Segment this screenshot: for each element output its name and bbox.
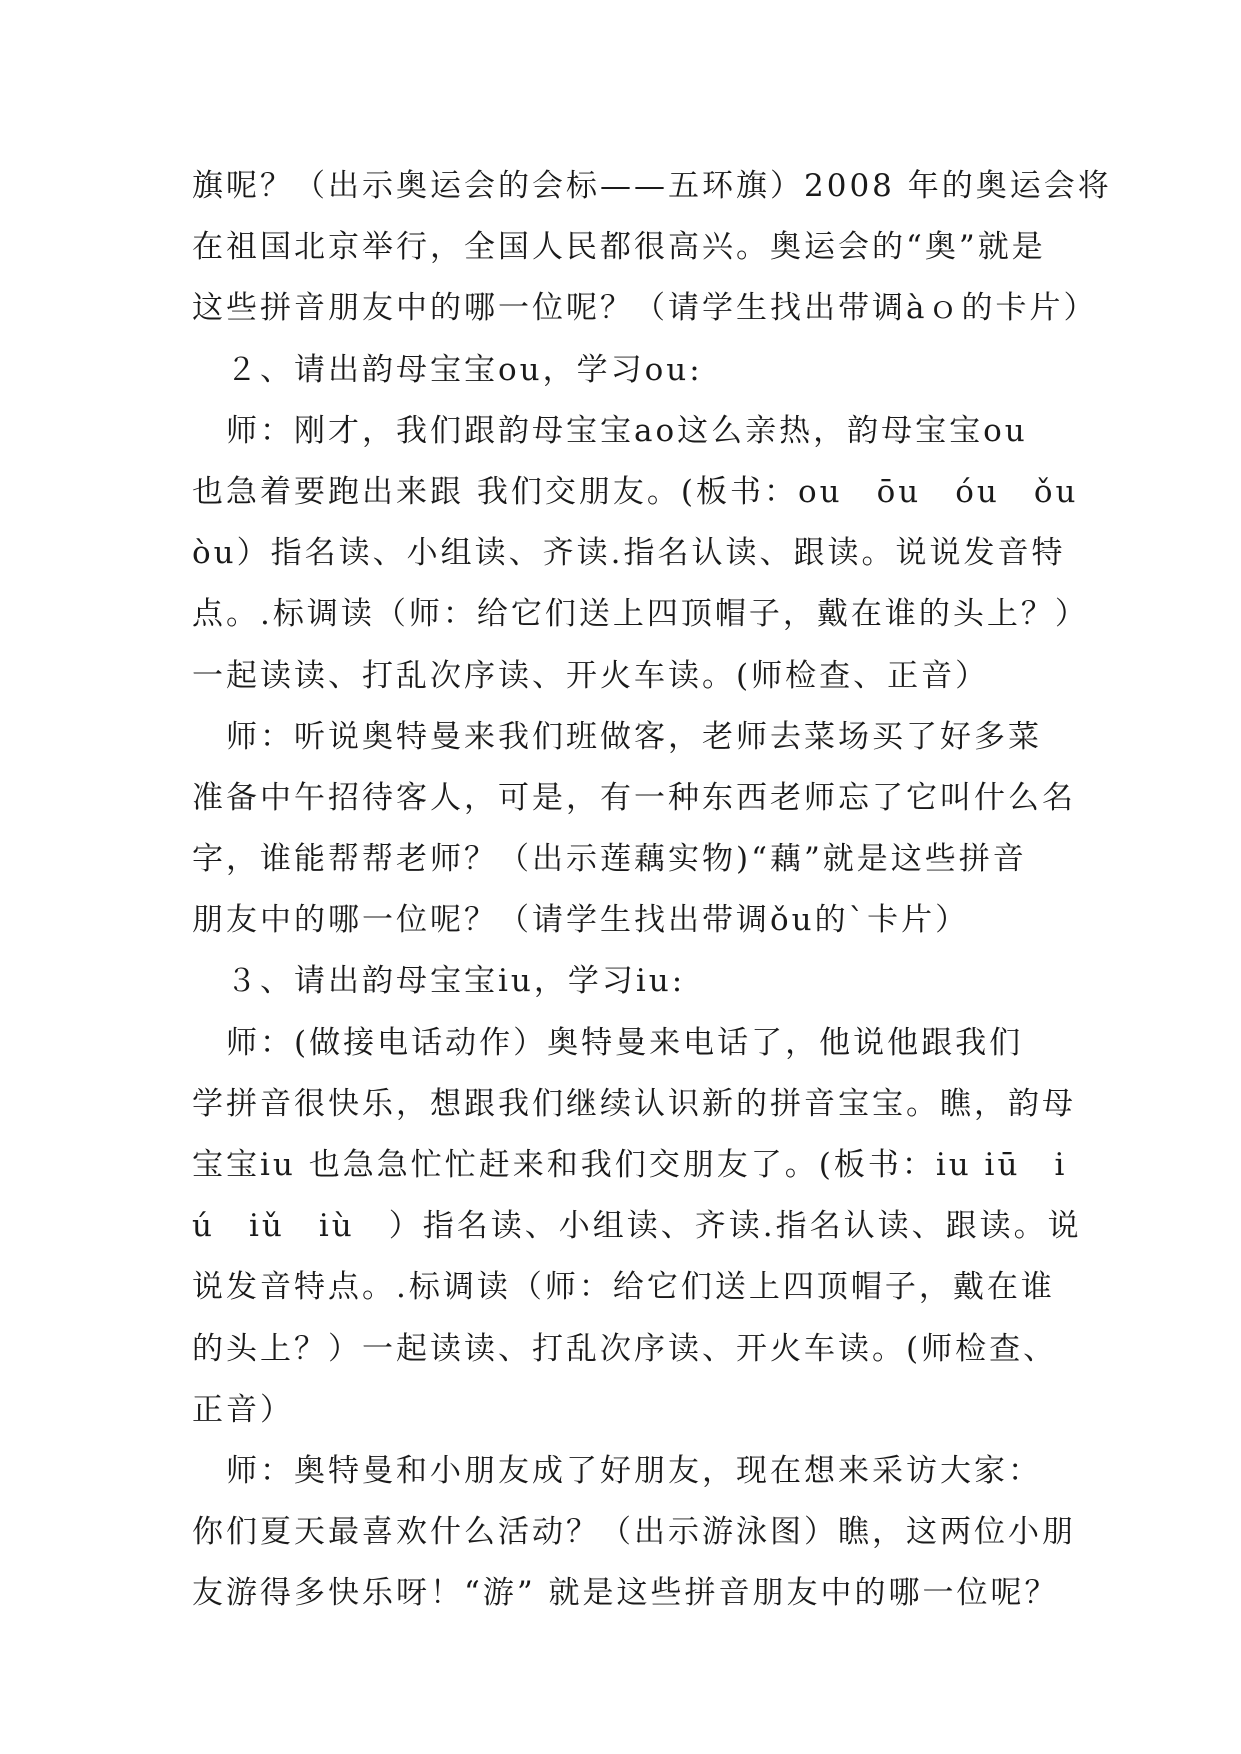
text-line: 正音） (192, 1391, 294, 1428)
section-heading-iu: ３、请出韵母宝宝iu，学习iu: (192, 963, 686, 1000)
text-line: 师：刚才，我们跟韵母宝宝ao这么亲热，韵母宝宝ou (192, 412, 1028, 449)
text-line: 准备中午招待客人，可是，有一种东西老师忘了它叫什么名 (192, 779, 1076, 816)
body-text (192, 156, 1112, 1625)
text-line: 一起读读、打乱次序读、开火车读。(师检查、正音） (192, 657, 990, 694)
text-line: 在祖国北京举行，全国人民都很高兴。奥运会的“奥”就是 (192, 229, 1046, 266)
text-line: 宝宝iu 也急急忙忙赶来和我们交朋友了。(板书：iu iū i (192, 1147, 1068, 1183)
text-line: 旗呢？（出示奥运会的会标——五环旗）2008 年的奥运会将 (192, 168, 1112, 204)
text-line: 师：奥特曼和小朋友成了好朋友，现在想来采访大家： (192, 1452, 1042, 1489)
text-line: 师：(做接电话动作）奥特曼来电话了，他说他跟我们 (192, 1024, 1024, 1061)
text-line: 这些拼音朋友中的哪一位呢？（请学生找出带调àｏ的卡片） (192, 290, 1098, 327)
text-line: ú iǔ iù ）指名读、小组读、齐读.指名认读、跟读。说 (192, 1208, 1082, 1245)
text-line: 学拼音很快乐，想跟我们继续认识新的拼音宝宝。瞧，韵母 (192, 1085, 1076, 1122)
text-line: 朋友中的哪一位呢？（请学生找出带调ǒu的`卡片） (192, 902, 970, 939)
text-line: 字，谁能帮帮老师？（出示莲藕实物)“藕”就是这些拼音 (192, 841, 1027, 878)
text-line: 点。.标调读（师：给它们送上四顶帽子，戴在谁的头上？） (192, 596, 1089, 633)
text-line: 说发音特点。.标调读（师：给它们送上四顶帽子，戴在谁 (192, 1269, 1055, 1306)
section-heading-ou: ２、请出韵母宝宝ou，学习ou: (192, 351, 703, 388)
text-line: 你们夏天最喜欢什么活动？（出示游泳图）瞧，这两位小朋 (192, 1514, 1076, 1551)
text-line: 师：听说奥特曼来我们班做客，老师去菜场买了好多菜 (192, 718, 1042, 755)
text-line: 也急着要跑出来跟 我们交朋友。(板书：ou ōu óu ǒu (192, 473, 1079, 510)
text-line: òu）指名读、小组读、齐读.指名认读、跟读。说说发音特 (192, 535, 1066, 572)
text-line: 的头上？）一起读读、打乱次序读、开火车读。(师检查、 (192, 1330, 1058, 1367)
text-line: 友游得多快乐呀！“游” 就是这些拼音朋友中的哪一位呢？ (192, 1575, 1059, 1612)
